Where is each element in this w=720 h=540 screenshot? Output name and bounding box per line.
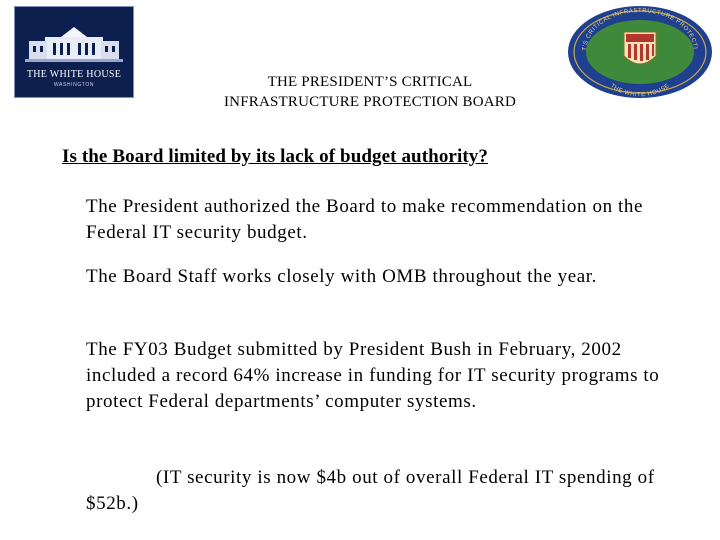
white-house-logo-subtitle: WASHINGTON [53, 82, 95, 88]
board-seal-bottom-text: THE WHITE HOUSE [609, 83, 671, 99]
paragraph-it-spending-note: (IT security is now $4b out of overall Federal IT spending of $52b.) [86, 467, 655, 514]
paragraph-omb-collaboration: The Board Staff works closely with OMB throughout the year. [86, 266, 598, 287]
white-house-logo-name: THE WHITE HOUSE [26, 69, 122, 80]
paragraph-fy03-budget: The FY03 Budget submitted by President Bush in February, 2002 included a record 64% increase in funding for IT security programs to protect Federal departments’ computer systems. [86, 339, 660, 412]
white-house-building-icon [15, 7, 133, 67]
white-house-logo [14, 6, 134, 98]
board-seal-arc-text: T'S CRITICAL INFRASTRUCTURE PROTECTI [581, 7, 698, 52]
paragraph-budget-recommendation: The President authorized the Board to make recommendation on the Federal IT security budget. [86, 196, 644, 243]
slide-question-heading: Is the Board limited by its lack of budget authority? [62, 146, 488, 167]
board-title [120, 72, 620, 112]
board-title-line1: THE PRESIDENT’S CRITICAL [267, 74, 473, 90]
board-title-line2: INFRASTRUCTURE PROTECTION BOARD [223, 94, 517, 110]
